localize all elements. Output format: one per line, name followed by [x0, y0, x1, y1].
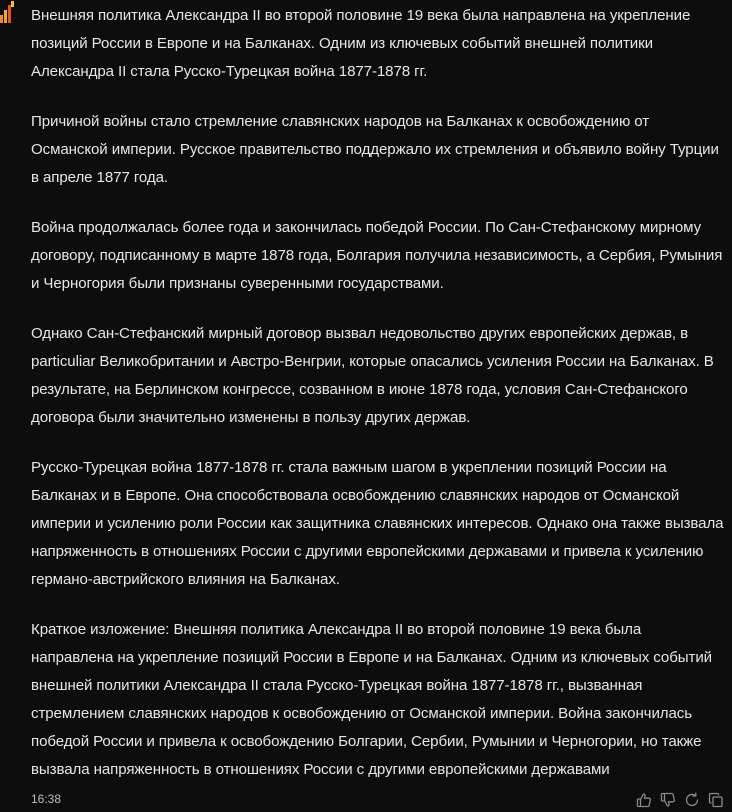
assistant-message [31, 2, 727, 806]
message-paragraph: Краткое изложение: Внешняя политика Александра II во второй половине 19 века была направлена на укрепление позиций России в Европе и на Балканах. Одним из ключевых событий внешней политики Александра II стала Русско-Турецкая война 1877-1878 гг., вызванная стремлением славянских народов к освобождению от Османской империи. Война закончилась победой России и привела к освобождению Болгарии, Сербии, Румынии и Черногории, но также вызвала напряженность в отношениях России с другими европейскими державами [31, 621, 712, 778]
message-timestamp: 16:38 [31, 792, 62, 806]
message-paragraph: Внешняя политика Александра II во второй половине 19 века была направлена на укрепление позиций России в Европе и на Балканах. Одним из ключевых событий внешней политики Александра II стала Русско-Турецкая война 1877-1878 гг. [31, 7, 691, 80]
thumbs-up-icon [636, 792, 652, 808]
message-paragraph: Русско-Турецкая война 1877-1878 гг. стала важным шагом в укреплении позиций России на Балканах и в Европе. Она способствовала освобождению славянских народов от Османской империи и усилению роли России как защитника славянских интересов. Однако она также вызвала напряженность в отношениях России с другими европейскими державами и привела к усилению германо-австрийского влияния на Балканах. [31, 459, 724, 588]
message-paragraph: Причиной войны стало стремление славянских народов на Балканах к освобождению от Османской империи. Русское правительство поддержало их стремления и объявило войну Турции в апреле 1877 года. [31, 113, 719, 186]
regenerate-icon [684, 792, 700, 808]
message-paragraph: Война продолжалась более года и закончилась победой России. По Сан-Стефанскому мирному договору, подписанному в марте 1878 года, Болгария получила независимость, а Сербия, Румыния и Черногория были признаны суверенными государствами. [31, 219, 723, 292]
copy-button[interactable] [706, 790, 726, 810]
thumbs-down-icon [660, 792, 676, 808]
regenerate-button[interactable] [682, 790, 702, 810]
message-footer [0, 786, 732, 812]
message-actions [634, 790, 726, 810]
copy-icon [708, 792, 724, 808]
like-button[interactable] [634, 790, 654, 810]
bot-avatar-icon [0, 1, 14, 23]
dislike-button[interactable] [658, 790, 678, 810]
message-paragraph: Однако Сан-Стефанский мирный договор вызвал недовольство других европейских держав, в particuliar Великобритании и Австро-Венгрии, которые опасались усиления России на Балканах. В результате, на Берлинском конгрессе, созванном в июне 1878 года, условия Сан-Стефанского договора были значительно изменены в пользу других держав. [31, 325, 714, 426]
